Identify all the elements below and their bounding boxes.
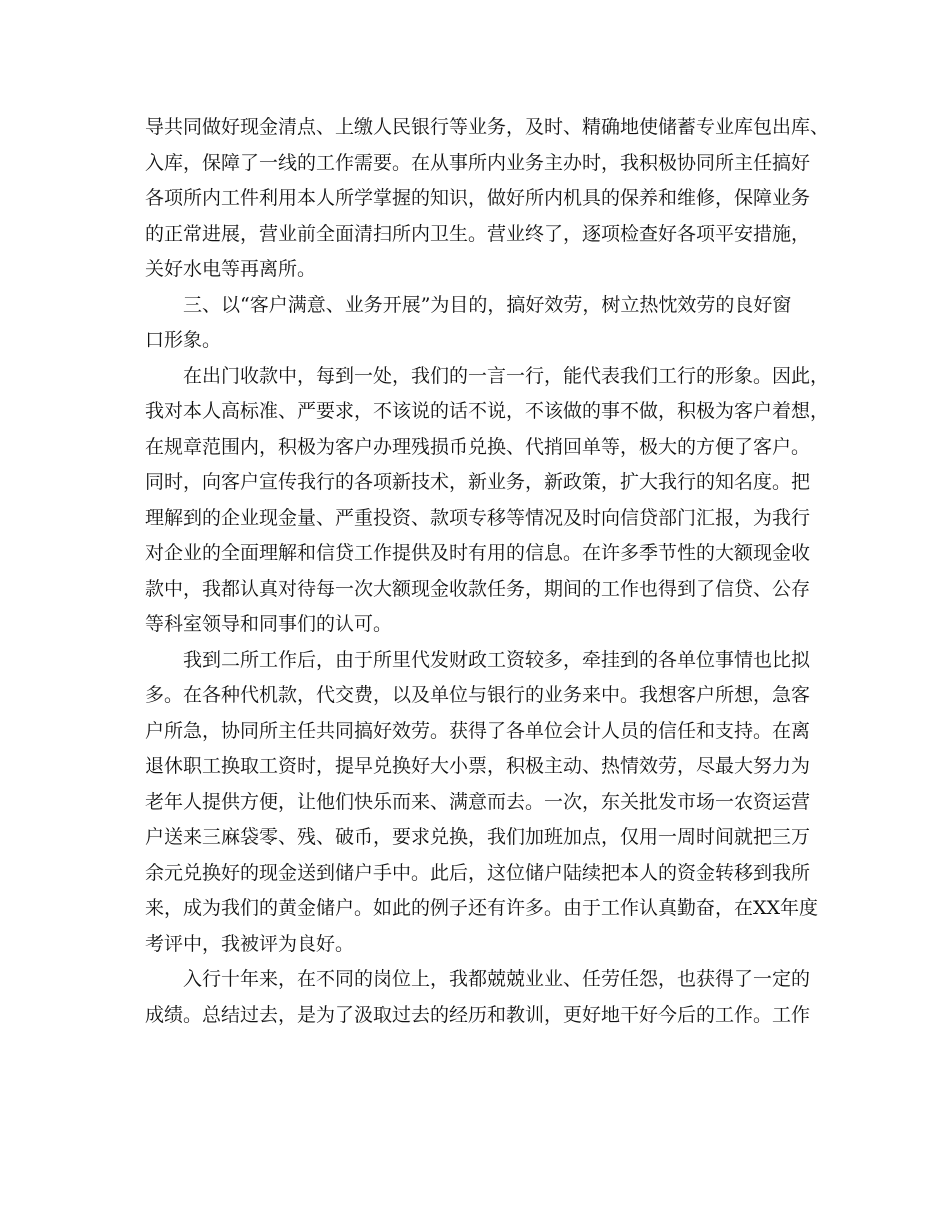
text-line: 对企业的全面理解和信贷工作提供及时有用的信息。在许多季节性的大额现金收: [145, 542, 811, 564]
text-line: 三、以“客户满意、业务开展”为目的，搞好效劳，树立热忱效劳的良好窗: [183, 293, 792, 316]
text-line: 余元兑换好的现金送到储户手中。此后，这位储户陆续把本人的资金转移到我所: [145, 861, 811, 884]
text-line: 在出门收款中，每到一处，我们的一言一行，能代表我们工行的形象。因此，: [183, 364, 830, 387]
text-line: 老年人提供方便，让他们快乐而来、满意而去。一次，东关批发市场一农资运营: [145, 790, 811, 813]
text-line: 等科室领导和同事们的认可。: [145, 613, 393, 635]
text-line: 退休职工换取工资时，提早兑换好大小票，积极主动、热情效劳，尽最大努力为: [145, 755, 811, 777]
text-line: 入库，保障了一线的工作需要。在从事所内业务主办时，我积极协同所主任搞好: [145, 151, 811, 174]
text-line: 户送来三麻袋零、残、破币，要求兑换，我们加班加点，仅用一周时间就把三万: [145, 826, 811, 848]
text-line: 导共同做好现金清点、上缴人民银行等业务，及时、精确地使储蓄专业库包出库、: [145, 116, 830, 138]
text-line: 款中，我都认真对待每一次大额现金收款任务，期间的工作也得到了信贷、公存: [145, 577, 811, 600]
text-line: 来，成为我们的黄金储户。如此的例子还有许多。由于工作认真勤奋，在XX年度: [145, 897, 819, 919]
text-line: 理解到的企业现金量、严重投资、款项专移等情况及时向信贷部门汇报，为我行: [145, 506, 811, 529]
text-line: 户所急，协同所主任共同搞好效劳。获得了各单位会计人员的信任和支持。在离: [145, 719, 811, 742]
text-line: 在规章范围内，积极为客户办理残损币兑换、代捎回单等，极大的方便了客户。: [145, 435, 811, 458]
text-line: 的正常进展，营业前全面清扫所内卫生。营业终了，逐项检查好各项平安措施，: [145, 222, 811, 245]
text-line: 成绩。总结过去，是为了汲取过去的经历和教训，更好地干好今后的工作。工作: [145, 1003, 811, 1026]
text-line: 口形象。: [145, 329, 222, 351]
text-line: 同时，向客户宣传我行的各项新技术，新业务，新政策，扩大我行的知名度。把: [145, 471, 811, 493]
text-line: 我对本人高标准、严要求，不该说的话不说，不该做的事不做，积极为客户着想，: [145, 400, 830, 422]
text-line: 各项所内工件利用本人所学掌握的知识，做好所内机具的保养和维修，保障业务: [145, 187, 811, 209]
text-line: 考评中，我被评为良好。: [145, 932, 355, 955]
document-body: [145, 110, 830, 1033]
text-line: 多。在各种代机款，代交费，以及单位与银行的业务来中。我想客户所想，急客: [145, 684, 811, 706]
text-line: 我到二所工作后，由于所里代发财政工资较多，牵挂到的各单位事情也比拟: [183, 648, 811, 671]
text-line: 关好水电等再离所。: [145, 258, 317, 280]
text-line: 入行十年来，在不同的岗位上，我都兢兢业业、任劳任怨，也获得了一定的: [183, 968, 811, 990]
